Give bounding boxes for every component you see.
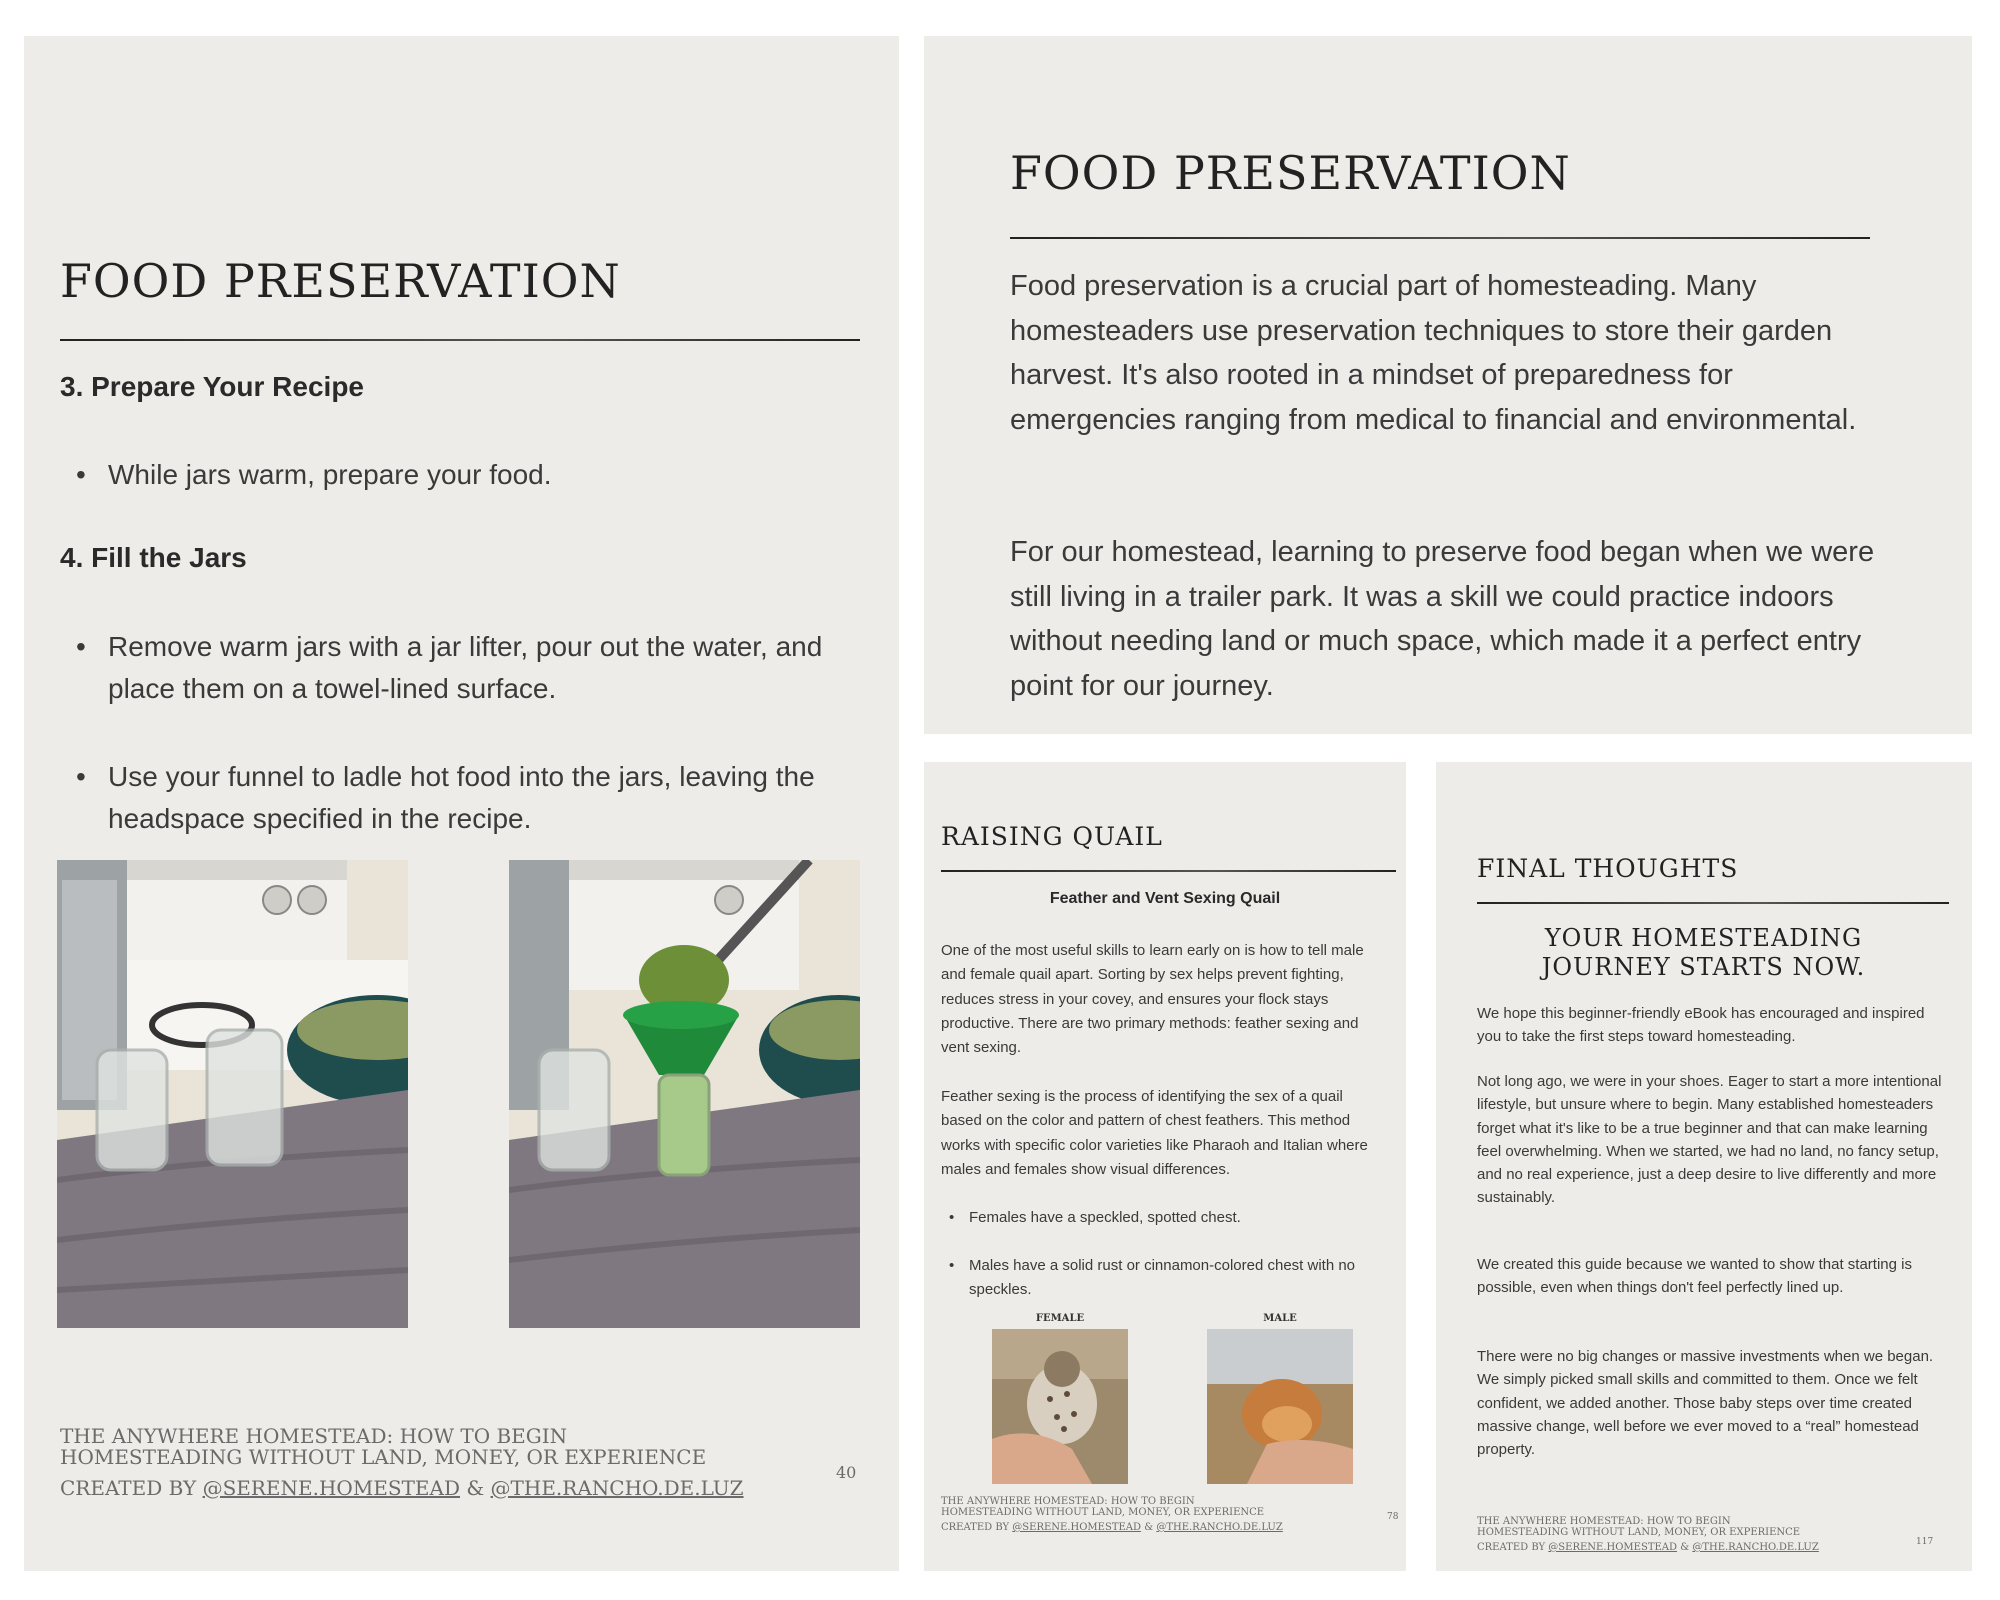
- step-3-bullet: • While jars warm, prepare your food.: [76, 454, 836, 496]
- footer-handle-serene[interactable]: @SERENE.HOMESTEAD: [1012, 1522, 1142, 1533]
- headline: YOUR HOMESTEADING JOURNEY STARTS NOW.: [1541, 924, 1866, 981]
- closing-paragraph: We created this guide because we wanted to show that starting is possible, even when things don't feel perfectly lined up.: [1477, 1256, 1912, 1297]
- closing-paragraph: Not long ago, we were in your shoes. Eager to start a more intentional lifestyle, but unsure where to begin. Many established homesteaders forget what it's like to be a true beginner and that can make learning feel overwhelming. When we started, we had no land, no fancy setup, and no real experience, just a deep desire to live differently and more sustainably.: [1477, 1073, 1942, 1207]
- section-subtitle: Feather and Vent Sexing Quail: [1049, 890, 1281, 907]
- step-4-bullet: • Remove warm jars with a jar lifter, pour out the water, and place them on a towel-lined surface.: [76, 626, 856, 710]
- page-food-preservation-intro: [924, 36, 1972, 734]
- jars-on-towel-photo: [57, 860, 408, 1328]
- title-divider: [941, 870, 1396, 872]
- footer-ampersand: &: [1144, 1522, 1154, 1533]
- title-divider: [60, 339, 860, 341]
- page-final-thoughts: [1436, 762, 1972, 1571]
- bullet-dot: •: [76, 459, 86, 490]
- quail-paragraph: Feather sexing is the process of identifying the sex of a quail based on the color and pattern of chest feathers. This method works with specific color varieties like Pharaoh and Italian where males and females show visual differences.: [941, 1088, 1368, 1178]
- closing-paragraph: There were no big changes or massive investments when we began. We simply picked small skills and committed to them. Once we felt confident, we added another. Those baby steps over time created massive change, well before we ever moved to a “real” homestead property.: [1477, 1348, 1934, 1459]
- intro-paragraph: Food preservation is a crucial part of homesteading. Many homesteaders use preservation techniques to store their garden harvest. It's also rooted in a mindset of preparedness for emergencies ranging from medical to financial and environmental.: [1010, 270, 1857, 436]
- step-4-bullet: • Use your funnel to ladle hot food into the jars, leaving the headspace specified in the recipe.: [76, 756, 856, 840]
- book-footer: [941, 1497, 1283, 1534]
- step-4-heading: 4. Fill the Jars: [60, 542, 247, 573]
- female-caption: FEMALE: [1035, 1313, 1085, 1324]
- footer-ampersand: &: [466, 1476, 485, 1500]
- page-title: FOOD PRESERVATION: [60, 254, 621, 308]
- page-title: FINAL THOUGHTS: [1477, 854, 1739, 883]
- footer-title-line-2: HOMESTEADING WITHOUT LAND, MONEY, OR EXPERIENCE: [60, 1445, 707, 1469]
- footer-handle-serene[interactable]: @SERENE.HOMESTEAD: [1548, 1542, 1678, 1553]
- page-number: 78: [1387, 1512, 1399, 1522]
- footer-title-line-1: THE ANYWHERE HOMESTEAD: HOW TO BEGIN: [60, 1424, 568, 1448]
- page-number: 40: [836, 1463, 857, 1482]
- male-caption: MALE: [1263, 1313, 1297, 1324]
- footer-title-line-1: THE ANYWHERE HOMESTEAD: HOW TO BEGIN: [1477, 1516, 1731, 1527]
- footer-handle-rancho[interactable]: @THE.RANCHO.DE.LUZ: [490, 1476, 744, 1500]
- title-divider: [1477, 902, 1949, 904]
- title-divider: [1010, 237, 1870, 239]
- bullet-dot: •: [949, 1257, 955, 1274]
- page-raising-quail: [924, 762, 1406, 1571]
- closing-paragraph: We hope this beginner-friendly eBook has encouraged and inspired you to take the first steps toward homesteading.: [1477, 1005, 1925, 1046]
- footer-handle-rancho[interactable]: @THE.RANCHO.DE.LUZ: [1156, 1522, 1283, 1533]
- footer-created-by: CREATED BY: [1477, 1542, 1546, 1553]
- bullet-dot: •: [949, 1209, 955, 1226]
- book-footer: [60, 1426, 744, 1499]
- footer-title-line-1: THE ANYWHERE HOMESTEAD: HOW TO BEGIN: [941, 1496, 1195, 1507]
- female-quail-photo: [992, 1329, 1128, 1484]
- footer-handle-rancho[interactable]: @THE.RANCHO.DE.LUZ: [1692, 1542, 1819, 1553]
- bullet-dot: •: [76, 631, 86, 662]
- page-food-preservation-steps: [24, 36, 899, 1571]
- bullet-dot: •: [76, 761, 86, 792]
- quail-paragraph: One of the most useful skills to learn early on is how to tell male and female quail apart. Sorting by sex helps prevent fighting, reduces stress in your covey, and ensures your flock stays productive. There are two primary methods: feather sexing and vent sexing.: [941, 942, 1364, 1057]
- step-3-heading: 3. Prepare Your Recipe: [60, 371, 364, 402]
- footer-title-line-2: HOMESTEADING WITHOUT LAND, MONEY, OR EXPERIENCE: [1477, 1526, 1801, 1538]
- page-number: 117: [1916, 1537, 1934, 1547]
- book-footer: [1477, 1517, 1819, 1554]
- footer-title-line-2: HOMESTEADING WITHOUT LAND, MONEY, OR EXPERIENCE: [941, 1506, 1265, 1518]
- quail-bullet: • Males have a solid rust or cinnamon-colored chest with no speckles.: [949, 1254, 1389, 1303]
- footer-ampersand: &: [1680, 1542, 1690, 1553]
- quail-bullet: • Females have a speckled, spotted chest.: [949, 1206, 1389, 1230]
- footer-handle-serene[interactable]: @SERENE.HOMESTEAD: [202, 1476, 461, 1500]
- page-title: RAISING QUAIL: [941, 822, 1163, 851]
- intro-paragraph: For our homestead, learning to preserve food began when we were still living in a trailer park. It was a skill we could practice indoors without needing land or much space, which made it a perfect entry point for our journey.: [1010, 536, 1875, 702]
- footer-created-by: CREATED BY: [60, 1476, 197, 1500]
- footer-created-by: CREATED BY: [941, 1522, 1010, 1533]
- page-title: FOOD PRESERVATION: [1010, 146, 1571, 200]
- male-quail-photo: [1207, 1329, 1353, 1484]
- funnel-filling-jar-photo: [509, 860, 860, 1328]
